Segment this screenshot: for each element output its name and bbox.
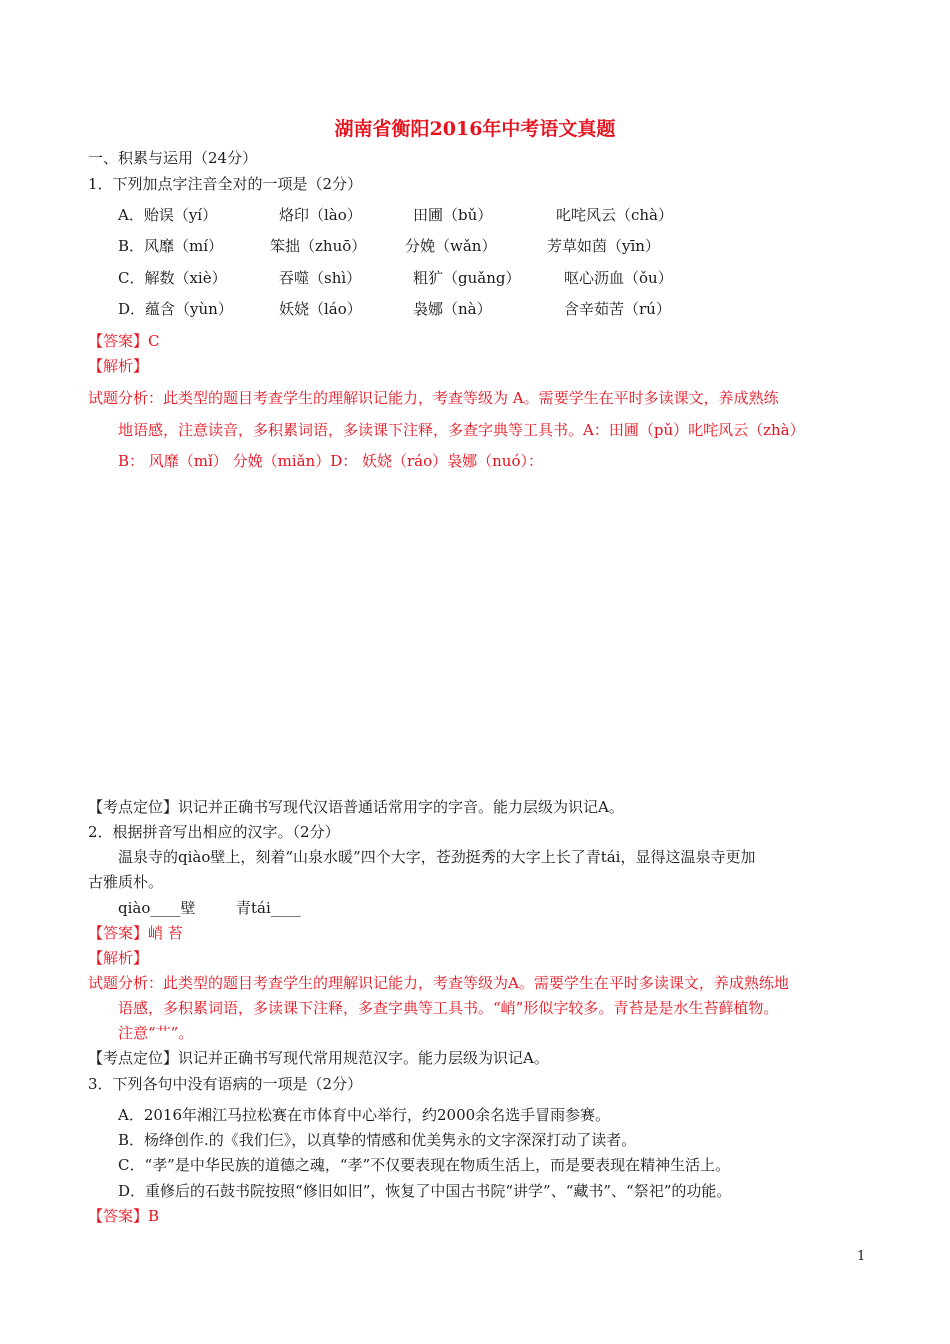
option-cell: 分娩（wǎn）	[405, 237, 497, 255]
question-1-analysis-line: 试题分析：此类型的题目考查学生的理解识记能力，考查等级为 A。需要学生在平时多读课文，养成熟练	[88, 389, 779, 407]
question-2-passage-end: 古雅质朴。	[88, 873, 164, 891]
option-cell: 袅娜（nà）	[413, 300, 492, 318]
question-2-analysis-label: 【解析】	[88, 949, 149, 967]
question-2-analysis-line: 语感，多积累词语，多读课下注释，多查字典等工具书。“峭”形似字较多。青苔是是水生苔藓植物。	[118, 999, 779, 1017]
option-cell: 芳草如茵（yīn）	[547, 237, 660, 255]
option-cell: 含辛茹苦（rú）	[564, 300, 671, 318]
question-3-option-a: A．2016年湘江马拉松赛在市体育中心举行，约2000余名选手冒雨参赛。	[118, 1106, 611, 1124]
question-1-analysis-line: B： 风靡（mǐ） 分娩（miǎn）D： 妖娆（ráo）袅娜（nuó）：	[118, 452, 543, 470]
page-title: 湖南省衡阳2016年中考语文真题	[334, 118, 616, 140]
question-3-option-b: B．杨绛创作.的《我们仨》，以真挚的情感和优美隽永的文字深深打动了读者。	[118, 1131, 637, 1149]
question-2-stem: 2．根据拼音写出相应的汉字。（2分）	[88, 823, 340, 841]
question-2-analysis-line: 试题分析：此类型的题目考查学生的理解识记能力，考查等级为A。需要学生在平时多读课文，养成熟练地	[88, 974, 789, 992]
question-2-blank-1: qiào____壁	[118, 899, 196, 917]
question-1-answer: 【答案】C	[88, 332, 160, 350]
question-1-stem: 1．下列加点字注音全对的一项是（2分）	[88, 175, 363, 193]
question-2-passage: 温泉寺的qiào壁上，刻着“山泉水暖”四个大字，苍劲挺秀的大字上长了青tái，显得这温泉寺更加	[118, 848, 756, 866]
option-cell: B．风靡（mí）	[118, 237, 224, 255]
question-1-analysis-line: 地语感，注意读音，多积累词语，多读课下注释，多查字典等工具书。A：田圃（pǔ）叱咤风云（zhà）	[118, 421, 805, 439]
option-cell: 烙印（lào）	[279, 206, 362, 224]
question-2-blank-2: 青tái____	[236, 899, 301, 917]
question-3-option-c: C．“孝”是中华民族的道德之魂，“孝”不仅要表现在物质生活上，而是要表现在精神生活上。	[118, 1156, 731, 1174]
option-cell: A．贻误（yí）	[118, 206, 218, 224]
option-cell: 吞噬（shì）	[279, 269, 362, 287]
question-2-analysis-line: 注意“艹”。	[118, 1024, 194, 1042]
option-cell: 笨拙（zhuō）	[270, 237, 367, 255]
option-cell: 田圃（bǔ）	[413, 206, 493, 224]
question-3-stem: 3．下列各句中没有语病的一项是（2分）	[88, 1075, 363, 1093]
option-cell: 呕心沥血（ǒu）	[564, 269, 673, 287]
section-heading: 一、积累与运用（24分）	[88, 149, 258, 167]
option-cell: 粗犷（guǎng）	[413, 269, 521, 287]
option-cell: 妖娆（láo）	[279, 300, 362, 318]
option-cell: D．蕴含（yùn）	[118, 300, 233, 318]
question-1-analysis-label: 【解析】	[88, 357, 149, 375]
option-cell: C．解数（xiè）	[118, 269, 227, 287]
option-cell: 叱咤风云（chà）	[556, 206, 674, 224]
question-1-kaodian: 【考点定位】识记并正确书写现代汉语普通话常用字的字音。能力层级为识记A。	[88, 798, 624, 816]
page-number: 1	[857, 1249, 866, 1264]
question-2-kaodian: 【考点定位】识记并正确书写现代常用规范汉字。能力层级为识记A。	[88, 1049, 549, 1067]
question-3-answer: 【答案】B	[88, 1207, 160, 1225]
question-3-option-d: D．重修后的石鼓书院按照“修旧如旧”，恢复了中国古书院“讲学”、“藏书”、“祭祀”的功能。	[118, 1182, 732, 1200]
question-2-answer: 【答案】峭 苔	[88, 924, 183, 942]
